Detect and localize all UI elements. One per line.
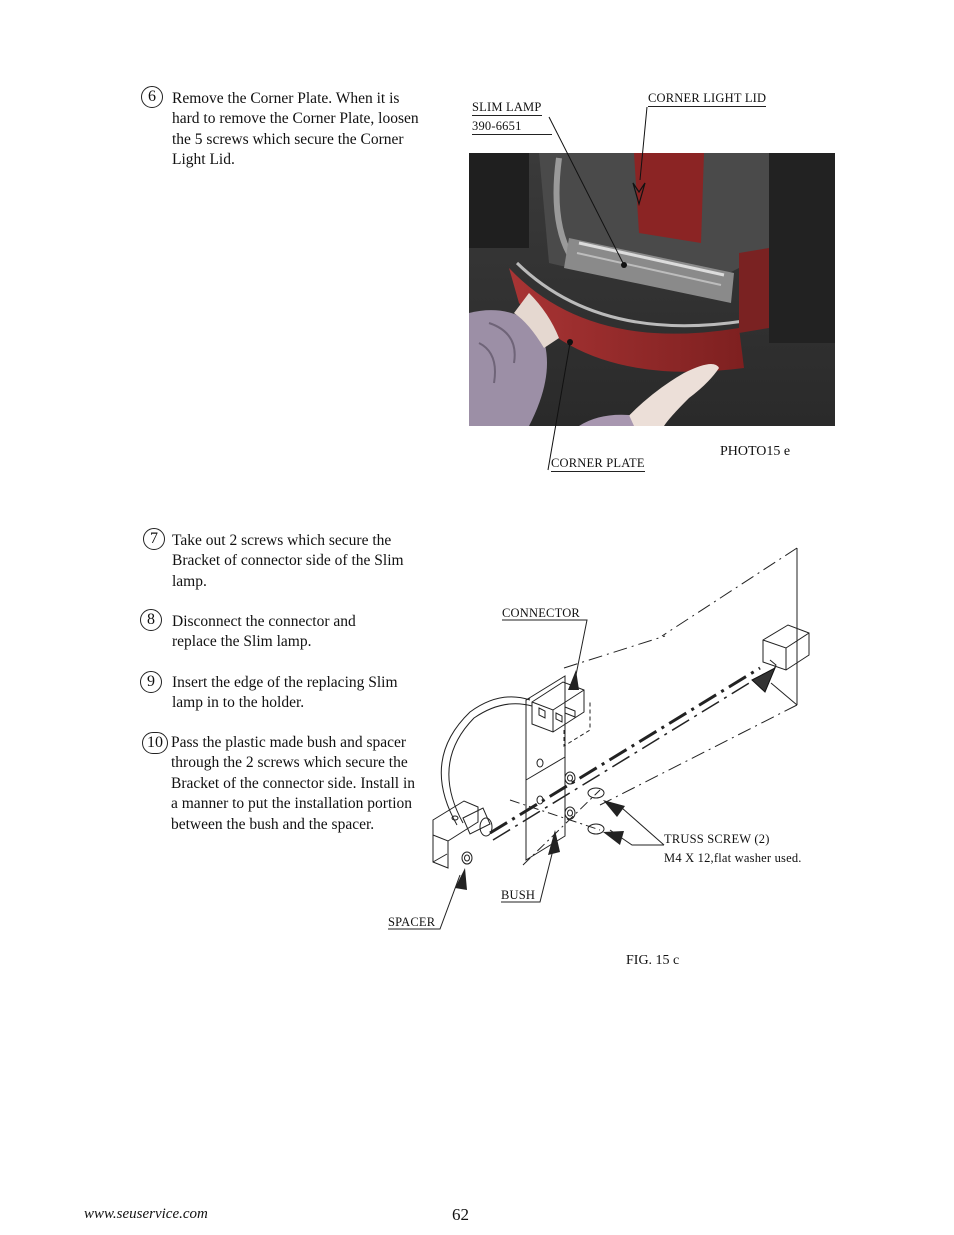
step-6-text: Remove the Corner Plate. When it is hard to remove the Corner Plate, loosen the 5 screws which secure the Corner Light Lid. (172, 90, 419, 169)
step-7-number: 7 (143, 528, 165, 550)
label-truss-screw: TRUSS SCREW (2) (664, 832, 770, 846)
label-connector: CONNECTOR (502, 606, 580, 620)
step-7-text: Take out 2 screws which secure the Bracket of connector side of the Slim lamp. (172, 532, 404, 590)
step-8-number: 8 (140, 609, 162, 631)
step-9-text: Insert the edge of the replacing Slim lamp in to the holder. (172, 674, 398, 712)
step-6-number: 6 (141, 86, 163, 108)
step-10-text: Pass the plastic made bush and spacer through the 2 screws which secure the Bracket of the connector side. Install in a manner to put the installation portion between the bush and the spacer. (171, 734, 416, 833)
page-number: 62 (452, 1205, 469, 1224)
label-bush: BUSH (501, 888, 536, 902)
photo-caption: PHOTO15 e (720, 444, 791, 459)
footer-url: www.seuservice.com (84, 1206, 208, 1222)
step-10-number: 10 (142, 732, 168, 754)
label-slim-lamp: SLIM LAMP (472, 100, 542, 114)
label-truss-screw-spec: M4 X 12,flat washer used. (664, 851, 802, 865)
step-8-text: Disconnect the connector and replace the Slim lamp. (172, 613, 356, 651)
step-9-number: 9 (140, 671, 162, 693)
label-spacer: SPACER (388, 915, 436, 929)
label-corner-plate: CORNER PLATE (551, 456, 645, 470)
label-slim-lamp-part: 390-6651 (472, 119, 552, 135)
label-corner-light-lid: CORNER LIGHT LID (648, 91, 767, 105)
figure-caption: FIG. 15 c (626, 953, 680, 968)
